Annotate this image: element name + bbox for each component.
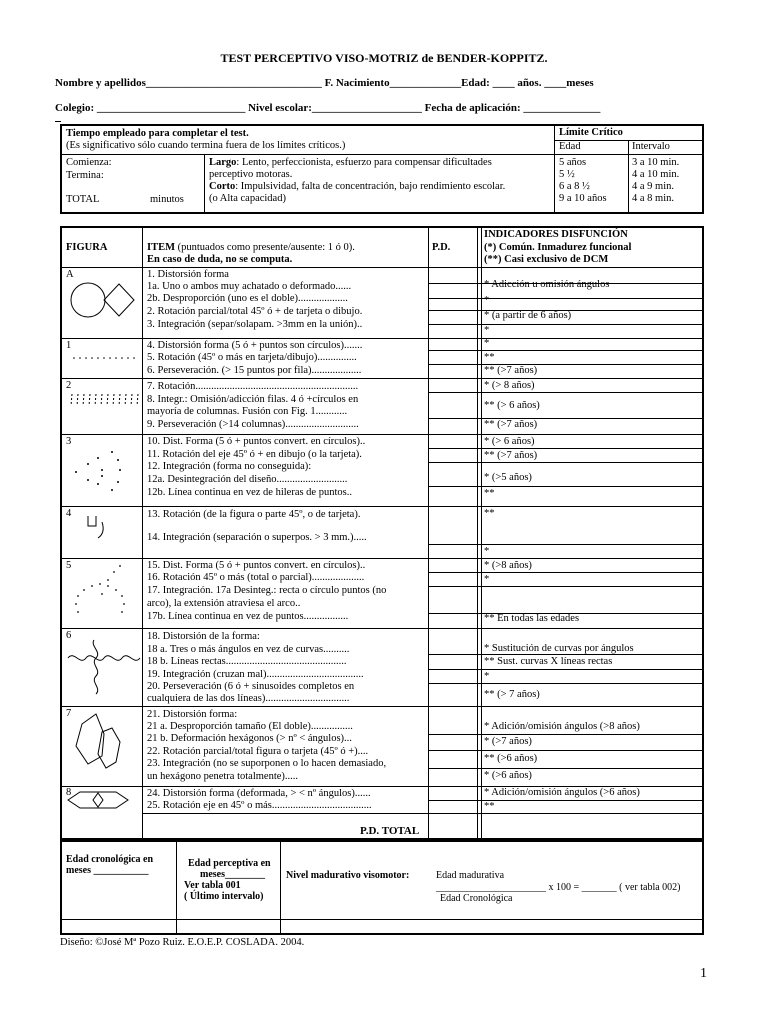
item-12a: 12a. Desintegración del diseño........................... bbox=[147, 474, 348, 485]
indicator-row: * bbox=[484, 325, 490, 336]
col-header-comun: (*) Común. Inmadurez funcional bbox=[484, 242, 632, 253]
intervalo-col-header: Intervalo bbox=[632, 141, 670, 152]
figure-4-drawing bbox=[62, 506, 142, 558]
time-box-row-line bbox=[62, 154, 702, 155]
pd-total-label: P.D. TOTAL bbox=[360, 825, 420, 837]
edad-madurativa-label: Edad madurativa bbox=[436, 870, 505, 881]
item-12: 12. Integración (forma no conseguida): bbox=[147, 461, 312, 472]
figure-8-drawing bbox=[62, 786, 142, 812]
corto-label: Corto bbox=[209, 181, 236, 192]
col-header-item-note: (puntuados como presente/ausente: 1 ó 0). bbox=[175, 242, 355, 253]
indicator-row: * Adicción u omisión ángulos bbox=[484, 279, 610, 290]
col-line-item bbox=[428, 228, 429, 838]
edad-perceptiva-field[interactable]: meses________ bbox=[200, 869, 265, 880]
indicator-row: * bbox=[484, 338, 490, 349]
item-11: 11. Rotación del eje 45º ó + en dibujo (o la tarjeta). bbox=[147, 449, 362, 460]
row-line bbox=[428, 544, 702, 545]
indicator-row: * Adición/omisión ángulos (>6 años) bbox=[484, 787, 640, 798]
formula-line[interactable]: ______________________ x 100 = _______ ( ver tabla 002) bbox=[436, 882, 681, 893]
indicator-row: ** Sust. curvas X líneas rectas bbox=[484, 656, 613, 667]
group-line-5 bbox=[62, 558, 702, 559]
item-18b: 18 b. Líneas rectas.............................................. bbox=[147, 656, 347, 667]
header-row-line bbox=[62, 267, 702, 268]
group-line-6 bbox=[62, 628, 702, 629]
limit-intervalo-1: 4 a 10 min. bbox=[632, 169, 680, 180]
item-14: 14. Integración (separación o superpos. > 3 mm.)..... bbox=[147, 532, 367, 543]
limit-intervalo-2: 4 a 9 min. bbox=[632, 181, 674, 192]
edad-col-header: Edad bbox=[559, 141, 581, 152]
termina-label: Termina: bbox=[66, 170, 104, 181]
page-number: 1 bbox=[700, 966, 707, 981]
page-title: TEST PERCEPTIVO VISO-MOTRIZ de BENDER-KOPPITZ. bbox=[220, 51, 548, 65]
school-level-date-line[interactable]: Colegio: ___________________________ Nivel escolar:____________________ Fecha de aplicación: ______________ bbox=[55, 102, 601, 114]
indicator-row: * (> 6 años) bbox=[484, 436, 535, 447]
col-header-pd: P.D. bbox=[432, 242, 451, 253]
indicator-row: ** (>7 años) bbox=[484, 450, 538, 461]
limit-edad-2: 6 a 8 ½ bbox=[559, 181, 590, 192]
indicator-row: * bbox=[484, 295, 490, 306]
indicator-row: * Adición/omisión ángulos (>8 años) bbox=[484, 721, 640, 732]
summary-row-line bbox=[62, 919, 702, 920]
item-18a: 18 a. Tres o más ángulos en vez de curvas.......... bbox=[147, 644, 350, 655]
row-line bbox=[428, 683, 702, 684]
nivel-madurativo-label: Nivel madurativo visomotor: bbox=[286, 870, 410, 881]
largo-line bbox=[209, 157, 492, 169]
indicator-row: * (>7 años) bbox=[484, 736, 532, 747]
indicator-row: ** bbox=[484, 801, 495, 812]
item-6: 6. Perseveración. (> 15 puntos por fila)................... bbox=[147, 365, 362, 376]
col-header-figura: FIGURA bbox=[66, 242, 108, 253]
col-header-item: ITEM bbox=[147, 242, 176, 253]
item-15: 15. Dist. Forma (5 ó + puntos convert. en círculos).. bbox=[147, 560, 366, 571]
limit-intervalo-3: 4 a 8 min. bbox=[632, 193, 674, 204]
figure-label-4: 4 bbox=[66, 508, 72, 519]
figure-label-a: A bbox=[66, 269, 74, 280]
row-line bbox=[428, 298, 702, 299]
edad-perceptiva-label: Edad perceptiva en bbox=[188, 858, 271, 869]
col-line-figura bbox=[142, 228, 143, 838]
item-17a-cont: arco), la extensión atraviesa el arco.. bbox=[147, 598, 301, 609]
indicator-row: * bbox=[484, 574, 490, 585]
largo-text-2: perceptivo motoras. bbox=[209, 169, 293, 180]
indicator-row: * bbox=[484, 546, 490, 557]
limite-critico-title: Límite Crítico bbox=[559, 127, 623, 138]
figure-label-3: 3 bbox=[66, 436, 72, 447]
row-line bbox=[428, 669, 702, 670]
total-label: TOTAL bbox=[66, 194, 100, 205]
limit-intervalo-0: 3 a 10 min. bbox=[632, 157, 680, 168]
item-8: 8. Integr.: Omisión/adicción filas. 4 ó +círculos en bbox=[147, 394, 359, 405]
row-line bbox=[428, 768, 702, 769]
row-line bbox=[428, 572, 702, 573]
figure-2-drawing bbox=[62, 378, 142, 434]
item-16: 16. Rotación 45º o más (total o parcial).................... bbox=[147, 572, 365, 583]
item-2: 2. Rotación parcial/total 45º ó + de tarjeta o dibujo. bbox=[147, 306, 363, 317]
indicator-row: ** bbox=[484, 508, 495, 519]
row-line bbox=[428, 462, 702, 463]
corto-line bbox=[209, 181, 505, 193]
figure-label-6: 6 bbox=[66, 630, 72, 641]
row-line bbox=[428, 586, 702, 587]
row-line bbox=[428, 418, 702, 419]
item-9: 9. Perseveración (>14 columnas)............................ bbox=[147, 419, 359, 430]
item-20: 20. Perseveración (6 ó + sinusoides completos en bbox=[147, 681, 355, 692]
edad-cronologica-label: Edad cronológica en bbox=[66, 854, 154, 865]
group-line-1 bbox=[62, 338, 702, 339]
row-line bbox=[428, 750, 702, 751]
time-box bbox=[60, 124, 704, 214]
figure-7-drawing bbox=[62, 706, 142, 786]
figure-5-drawing bbox=[62, 558, 142, 628]
col-line-pd-double bbox=[481, 228, 482, 838]
col-header-dcm: (**) Casi exclusivo de DCM bbox=[484, 254, 609, 265]
figure-label-8: 8 bbox=[66, 787, 72, 798]
minutos-label: minutos bbox=[150, 194, 184, 205]
indicator-row: * Sustitución de curvas por ángulos bbox=[484, 643, 634, 654]
figure-label-1: 1 bbox=[66, 340, 72, 351]
item-1a: 1a. Uno o ambos muy achatado o deformado...... bbox=[147, 281, 352, 292]
time-heading: Tiempo empleado para completar el test. bbox=[66, 128, 249, 139]
group-line-2 bbox=[62, 378, 702, 379]
figure-label-2: 2 bbox=[66, 380, 72, 391]
footer-credit: Diseño: ©José Mª Pozo Ruiz. E.O.E.P. COSLADA. 2004. bbox=[60, 937, 305, 948]
row-line bbox=[428, 448, 702, 449]
item-5: 5. Rotación (45º o más en tarjeta/dibujo)............... bbox=[147, 352, 357, 363]
col-line-pd bbox=[477, 228, 478, 838]
item-24: 24. Distorsión forma (deformada, > < nº ángulos)...... bbox=[147, 788, 371, 799]
indicator-row: * (> 8 años) bbox=[484, 380, 535, 391]
time-box-divider-1 bbox=[204, 154, 205, 214]
largo-label: Largo bbox=[209, 157, 237, 168]
item-4: 4. Distorsión forma (5 ó + puntos son círculos)....... bbox=[147, 340, 363, 351]
item-18: 18. Distorsión de la forma: bbox=[147, 631, 260, 642]
ultimo-intervalo: ( Último intervalo) bbox=[184, 891, 264, 902]
figure-a-drawing bbox=[62, 268, 142, 338]
item-1: 1. Distorsión forma bbox=[147, 269, 229, 280]
ver-tabla-001: Ver tabla 001 bbox=[184, 880, 241, 891]
indicator-row: ** (> 6 años) bbox=[484, 400, 540, 411]
row-line bbox=[428, 324, 702, 325]
group-line-7 bbox=[62, 706, 702, 707]
item-25: 25. Rotación eje en 45º o más...................................... bbox=[147, 800, 372, 811]
group-line-3 bbox=[62, 434, 702, 435]
item-21b: 21 b. Deformación hexágonos (> nº < ángulos)... bbox=[147, 733, 352, 744]
group-line-4 bbox=[62, 506, 702, 507]
limit-edad-0: 5 años bbox=[559, 157, 587, 168]
comienza-label: Comienza: bbox=[66, 157, 112, 168]
row-line bbox=[428, 364, 702, 365]
figure-3-drawing bbox=[62, 434, 142, 506]
indicator-row: ** (> 7 años) bbox=[484, 689, 540, 700]
item-19: 19. Integración (cruzan mal)..................................... bbox=[147, 669, 364, 680]
time-note: (Es significativo sólo cuando termina fuera de los límites críticos.) bbox=[66, 140, 346, 151]
group-line-9 bbox=[142, 813, 702, 814]
indicator-row: * (a partir de 6 años) bbox=[484, 310, 572, 321]
scoring-table bbox=[60, 226, 704, 840]
item-23: 23. Integración (no se suporponen o lo hacen demasiado, bbox=[147, 758, 387, 769]
item-22: 22. Rotación parcial/total figura o tarjeta (45º ó +).... bbox=[147, 746, 369, 757]
item-21a: 21 a. Desproporción tamaño (El doble)................ bbox=[147, 721, 353, 732]
item-2b: 2b. Desproporción (uno es el doble)................... bbox=[147, 293, 348, 304]
margin-mark bbox=[55, 121, 61, 122]
col-header-indicadores: INDICADORES DISFUNCIÓN bbox=[484, 229, 628, 240]
largo-text: : Lento, perfeccionista, esfuerzo para compensar dificultades bbox=[236, 157, 492, 168]
col-header-item-note2: En caso de duda, no se computa. bbox=[147, 254, 293, 265]
corto-text-2: (o Alta capacidad) bbox=[209, 193, 286, 204]
summary-box bbox=[60, 840, 704, 935]
item-3: 3. Integración (separ/solapam. >3mm en la unión).. bbox=[147, 319, 363, 330]
col-header-item-line bbox=[147, 242, 355, 254]
row-line bbox=[428, 350, 702, 351]
figure-label-5: 5 bbox=[66, 560, 72, 571]
row-line bbox=[428, 486, 702, 487]
edad-cronologica-denominator: Edad Cronológica bbox=[440, 893, 513, 904]
indicator-row: ** bbox=[484, 488, 495, 499]
figure-6-drawing bbox=[62, 628, 142, 706]
item-10: 10. Dist. Forma (5 ó + puntos convert. en círculos).. bbox=[147, 436, 366, 447]
figure-label-7: 7 bbox=[66, 708, 72, 719]
limit-edad-3: 9 a 10 años bbox=[559, 193, 607, 204]
item-8-cont: mayoría de columnas. Fusión con Fig. 1............ bbox=[147, 406, 348, 417]
indicator-row: ** bbox=[484, 352, 495, 363]
limit-edad-1: 5 ½ bbox=[559, 169, 575, 180]
item-17b: 17b. Línea continua en vez de puntos................. bbox=[147, 611, 349, 622]
row-line bbox=[428, 800, 702, 801]
item-17: 17. Integración. 17a Desinteg.: recta o círculo puntos (no bbox=[147, 585, 387, 596]
item-23-cont: un hexágono penetra totalmente)..... bbox=[147, 771, 299, 782]
indicator-row: ** En todas las edades bbox=[484, 613, 580, 624]
item-21: 21. Distorsión forma: bbox=[147, 709, 238, 720]
item-20-cont: cualquiera de las dos líneas)................................ bbox=[147, 693, 350, 704]
item-13: 13. Rotación (de la figura o parte 45º, o de tarjeta). bbox=[147, 509, 361, 520]
indicator-row: ** (>6 años) bbox=[484, 753, 538, 764]
edad-cronologica-field[interactable]: meses ___________ bbox=[66, 865, 149, 876]
time-box-divider-3 bbox=[628, 140, 629, 214]
figure-1-drawing bbox=[62, 338, 142, 378]
row-line bbox=[428, 734, 702, 735]
indicator-row: * (>8 años) bbox=[484, 560, 532, 571]
indicator-row: * (>5 años) bbox=[484, 472, 532, 483]
indicator-row: * (>6 años) bbox=[484, 770, 532, 781]
item-12b: 12b. Línea continua en vez de hileras de puntos.. bbox=[147, 487, 352, 498]
row-line bbox=[428, 392, 702, 393]
indicator-row: ** (>7 años) bbox=[484, 365, 538, 376]
corto-text: : Impulsividad, falta de concentración, bajo rendimiento escolar. bbox=[235, 181, 506, 192]
item-7: 7. Rotación.............................................................. bbox=[147, 381, 359, 392]
indicator-row: * bbox=[484, 671, 490, 682]
name-dob-age-line[interactable]: Nombre y apellidos________________________________ F. Nacimiento_____________Edad: ____ años. ____meses bbox=[55, 77, 594, 89]
indicator-row: ** (>7 años) bbox=[484, 419, 538, 430]
